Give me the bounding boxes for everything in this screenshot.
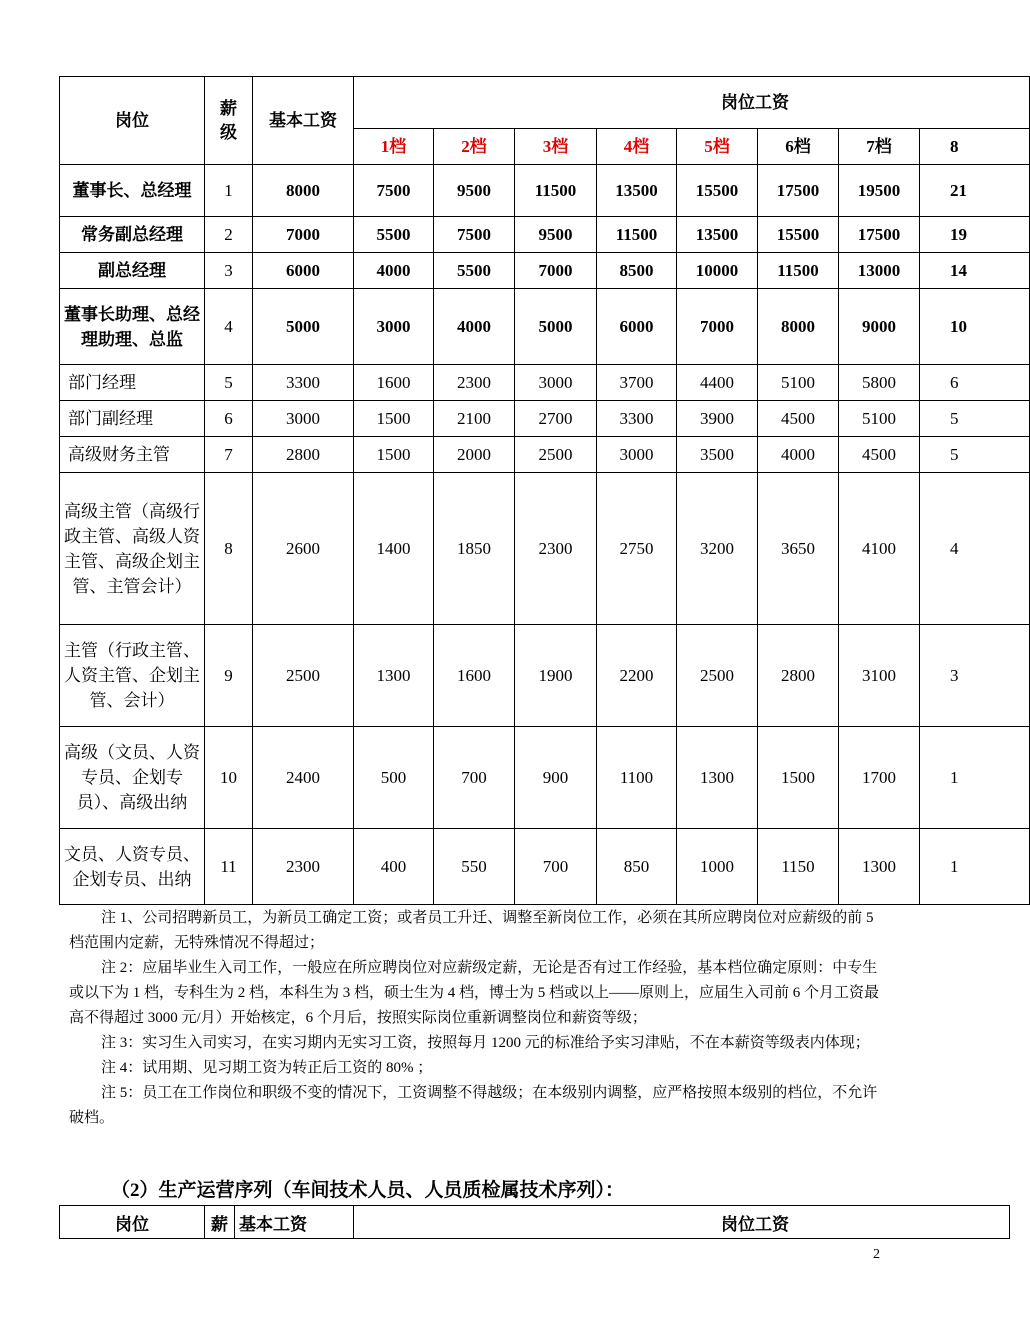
row-tier: 1000 [677,829,758,905]
note-4: 注 4：试用期、见习期工资为转正后工资的 80% ； [101,1060,433,1076]
note-1: 注 1、公司招聘新员工，为新员工确定工资；或者员工升迁、调整至新岗位工作，必须在其所应聘岗位对应薪级的前 5 档范围内定薪，无特殊情况不得超过； [69,910,874,951]
row-tier [920,625,1030,727]
row-position: 董事长、总经理 [60,165,205,217]
row-tier: 900 [515,727,597,829]
post-wage-label: 岗位工资 [721,1214,789,1234]
row-position: 主管（行政主管、人资主管、企划主管、会计） [60,625,205,727]
row-grade: 7 [205,437,253,473]
tier-header-3: 3档 [515,129,597,165]
row-tier: 2700 [515,401,597,437]
row-tier: 4400 [677,365,758,401]
col-header-post-wage [354,1206,1010,1239]
table-row [60,365,1030,401]
row-tier [920,365,1030,401]
row-tier: 3100 [839,625,920,727]
tier-header-7: 7档 [839,129,920,165]
row-base: 3000 [253,401,354,437]
row-tier: 2300 [434,365,515,401]
row-tier: 1300 [354,625,434,727]
row-tier: 9500 [434,165,515,217]
row-position: 副总经理 [60,253,205,289]
row-tier: 17500 [758,165,839,217]
row-tier: 4000 [434,289,515,365]
grade-header-text: 薪级 [220,98,237,142]
row-tier [920,401,1030,437]
base-label: 基本工资 [239,1214,307,1234]
row-tier: 5500 [434,253,515,289]
row-tier: 7000 [515,253,597,289]
row-tier: 6000 [597,289,677,365]
row-tier: 1500 [354,437,434,473]
note-3: 注 3：实习生入司实习，在实习期内无实习工资，按照每月 1200 元的标准给予实习津贴，不在本薪资等级表内体现； [101,1035,870,1051]
col-header-base [235,1206,354,1239]
row-position: 部门副经理 [60,401,205,437]
row-grade: 8 [205,473,253,625]
row-tier: 2100 [434,401,515,437]
row-tier: 1500 [758,727,839,829]
row-tier [920,165,1030,217]
row-tier: 17500 [839,217,920,253]
row-tier: 550 [434,829,515,905]
row-tier: 2750 [597,473,677,625]
row-tier: 19500 [839,165,920,217]
row-tier: 3900 [677,401,758,437]
row-tier: 11500 [758,253,839,289]
row-tier: 5500 [354,217,434,253]
row-base: 6000 [253,253,354,289]
row-tier: 2500 [677,625,758,727]
row-tier: 1100 [597,727,677,829]
row-tier-text: 21 [950,181,967,200]
row-tier [920,253,1030,289]
row-tier: 4000 [758,437,839,473]
row-tier: 13000 [839,253,920,289]
row-tier: 1500 [354,401,434,437]
row-tier: 2200 [597,625,677,727]
row-tier-text: 6 [950,373,959,392]
row-position: 高级（文员、人资专员、企划专员）、高级出纳 [60,727,205,829]
table-row [60,829,1030,905]
row-tier: 1150 [758,829,839,905]
row-tier: 700 [434,727,515,829]
tier-header-8 [920,129,1030,165]
row-tier-text: 5 [950,409,959,428]
salary-table-management [59,76,1030,905]
row-tier: 5800 [839,365,920,401]
row-tier: 3000 [597,437,677,473]
row-tier: 2500 [515,437,597,473]
row-tier-text: 3 [950,666,959,685]
row-tier-text: 1 [950,768,959,787]
header-row [60,1206,1010,1239]
row-base: 2800 [253,437,354,473]
row-tier: 1900 [515,625,597,727]
notes-block [69,906,891,1131]
row-base: 2400 [253,727,354,829]
row-base: 8000 [253,165,354,217]
row-tier: 1600 [434,625,515,727]
row-position: 高级财务主管 [60,437,205,473]
table-row [60,437,1030,473]
row-grade: 6 [205,401,253,437]
row-tier: 4100 [839,473,920,625]
row-tier: 7500 [434,217,515,253]
row-tier: 13500 [597,165,677,217]
table-row [60,727,1030,829]
row-tier: 2000 [434,437,515,473]
row-tier-text: 14 [950,261,967,280]
row-base: 3300 [253,365,354,401]
row-tier: 400 [354,829,434,905]
table-row [60,473,1030,625]
row-tier [920,473,1030,625]
row-tier [920,829,1030,905]
tier-header-6: 6档 [758,129,839,165]
row-tier: 9500 [515,217,597,253]
col-header-grade: 薪 [205,1206,235,1239]
row-tier: 5000 [515,289,597,365]
col-header-position: 岗位 [60,1206,205,1239]
row-base: 2600 [253,473,354,625]
row-tier: 2300 [515,473,597,625]
row-tier: 3200 [677,473,758,625]
note-5: 注 5：员工在工作岗位和职级不变的情况下，工资调整不得越级；在本级别内调整，应严格按照本级别的档位，不允许破档。 [69,1085,878,1126]
row-tier: 15500 [758,217,839,253]
row-tier: 1700 [839,727,920,829]
row-position: 董事长助理、总经理助理、总监 [60,289,205,365]
row-tier: 7500 [354,165,434,217]
row-tier: 3500 [677,437,758,473]
row-tier: 4000 [354,253,434,289]
row-base: 5000 [253,289,354,365]
row-tier: 500 [354,727,434,829]
row-grade: 11 [205,829,253,905]
tier-header-2: 2档 [434,129,515,165]
row-tier: 3300 [597,401,677,437]
tier-header-4: 4档 [597,129,677,165]
row-position: 部门经理 [60,365,205,401]
table-row [60,401,1030,437]
row-tier [920,217,1030,253]
table-row [60,165,1030,217]
row-tier: 11500 [597,217,677,253]
col-header-base: 基本工资 [253,77,354,165]
row-tier-text: 4 [950,539,959,558]
row-tier-text: 10 [950,317,967,336]
note-2: 注 2：应届毕业生入司工作，一般应在所应聘岗位对应薪级定薪，无论是否有过工作经验，基本档位确定原则：中专生或以下为 1 档，专科生为 2 档，本科生为 3 档，硕士生为 4 档，博士为 5 档或以上——原则上，应届生入司前 6 个月工资最高不得超过 3000 元/月）开始核定，6 个月后，按照实际岗位重新调整岗位和薪资等级； [69,960,880,1026]
row-tier: 1300 [839,829,920,905]
row-base: 2300 [253,829,354,905]
row-grade: 3 [205,253,253,289]
row-tier-text: 5 [950,445,959,464]
row-tier: 1400 [354,473,434,625]
row-base: 2500 [253,625,354,727]
row-tier-text: 1 [950,857,959,876]
row-tier: 10000 [677,253,758,289]
row-tier: 3000 [515,365,597,401]
table-row [60,289,1030,365]
tier-header-8-text: 8 [950,137,959,156]
row-grade: 1 [205,165,253,217]
col-header-position: 岗位 [60,77,205,165]
row-tier: 13500 [677,217,758,253]
row-grade: 2 [205,217,253,253]
tier-header-1: 1档 [354,129,434,165]
tier-header-5: 5档 [677,129,758,165]
row-tier: 11500 [515,165,597,217]
row-tier: 7000 [677,289,758,365]
row-tier: 700 [515,829,597,905]
row-tier: 8500 [597,253,677,289]
table-row [60,217,1030,253]
row-tier: 3650 [758,473,839,625]
salary-table-production [59,1205,1010,1239]
row-tier: 5100 [758,365,839,401]
row-tier: 3000 [354,289,434,365]
row-grade: 5 [205,365,253,401]
row-base: 7000 [253,217,354,253]
row-tier [920,289,1030,365]
row-tier: 3700 [597,365,677,401]
col-header-grade [205,77,253,165]
row-grade: 9 [205,625,253,727]
row-grade: 4 [205,289,253,365]
row-tier: 1600 [354,365,434,401]
section-2-title: （2）生产运营序列（车间技术人员、人员质检属技术序列）： [111,1180,625,1201]
post-wage-label: 岗位工资 [721,93,789,112]
row-position: 常务副总经理 [60,217,205,253]
row-tier-text: 19 [950,225,967,244]
row-tier: 1300 [677,727,758,829]
header-row-1 [60,77,1030,129]
table-row [60,253,1030,289]
row-tier: 15500 [677,165,758,217]
row-tier [920,727,1030,829]
row-tier: 8000 [758,289,839,365]
page-number: 2 [873,1247,880,1262]
row-tier: 4500 [758,401,839,437]
row-position: 文员、人资专员、企划专员、出纳 [60,829,205,905]
col-header-post-wage [354,77,1030,129]
row-tier: 4500 [839,437,920,473]
table-row [60,625,1030,727]
row-tier: 850 [597,829,677,905]
row-tier: 9000 [839,289,920,365]
row-tier [920,437,1030,473]
row-grade: 10 [205,727,253,829]
row-tier: 2800 [758,625,839,727]
row-position: 高级主管（高级行政主管、高级人资主管、高级企划主管、主管会计） [60,473,205,625]
row-tier: 1850 [434,473,515,625]
row-tier: 5100 [839,401,920,437]
